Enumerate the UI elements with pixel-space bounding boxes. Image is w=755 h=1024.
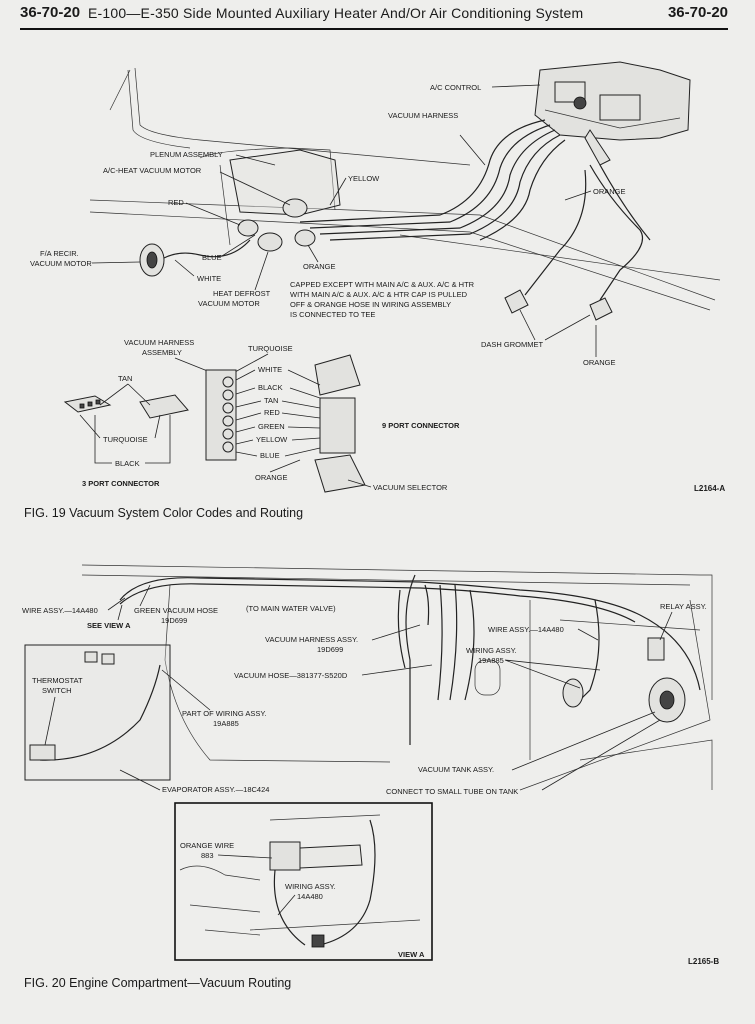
label-color-5: YELLOW [256, 435, 288, 444]
label-vacuum-harness-assembly: VACUUM HARNESS [388, 111, 459, 120]
label-color-0: WHITE [258, 365, 283, 374]
label-color-3: RED [264, 408, 280, 417]
vacuum-tank [563, 678, 685, 722]
label-vacuum-hose: VACUUM HOSE—381377-S520D [234, 671, 348, 680]
ac-control-unit [535, 62, 690, 165]
label-orange-mid: ORANGE [303, 262, 336, 271]
fig19-caption: FIG. 19 Vacuum System Color Codes and Routing [24, 506, 304, 520]
label-capped-note-3: OFF & ORANGE HOSE IN WIRING ASSEMBLY [290, 300, 452, 309]
label-3-port-connector: 3 PORT CONNECTOR [82, 479, 160, 488]
dash-grommet [505, 290, 612, 320]
label-vacuum-tank-assy: VACUUM TANK ASSY. [418, 765, 495, 774]
label-color-4: GREEN [258, 422, 285, 431]
label-vacuum-selector: VACUUM SELECTOR [373, 483, 448, 492]
label-green-vacuum-hose-1: GREEN VACUUM HOSE [134, 606, 219, 615]
label-vacuum-harness-2b: ASSEMBLY [142, 348, 182, 357]
label-ac-control: A/C CONTROL [430, 83, 482, 92]
label-color-1: BLACK [258, 383, 283, 392]
label-wiring-assy-view-1: WIRING ASSY. [285, 882, 336, 891]
plenum-assembly [230, 150, 340, 251]
label-orange-top: ORANGE [593, 187, 626, 196]
fig20-ref-code: L2165-B [688, 957, 720, 966]
label-wire-assy-right: WIRE ASSY.—14A480 [488, 625, 564, 634]
label-heat-defrost-2: VACUUM MOTOR [198, 299, 260, 308]
label-view-a: VIEW A [398, 950, 425, 959]
fig20-caption: FIG. 20 Engine Compartment—Vacuum Routing [24, 976, 292, 990]
label-red: RED [168, 198, 184, 207]
label-capped-note-1: CAPPED EXCEPT WITH MAIN A/C & AUX. A/C & HTR [290, 280, 475, 289]
view-a-inset [175, 803, 432, 960]
label-orange-wire-1: ORANGE WIRE [180, 841, 235, 850]
page-code-right: 36-70-20 [667, 4, 728, 21]
label-thermostat-1: THERMOSTAT [32, 676, 83, 685]
label-ac-heat-vacuum-motor: A/C-HEAT VACUUM MOTOR [103, 166, 202, 175]
relay-assembly [648, 638, 664, 660]
fa-recir-vacuum-motor [140, 240, 250, 276]
fig20-diagram [0, 520, 755, 970]
label-color-6: BLUE [260, 451, 280, 460]
label-color-2: TAN [264, 396, 279, 405]
fig20-harness-bundle [120, 575, 700, 745]
label-thermostat-2: SWITCH [42, 686, 72, 695]
label-orange-right: ORANGE [583, 358, 616, 367]
label-orange-wire-2: 883 [201, 851, 214, 860]
label-wiring-assy-right-1: WIRING ASSY. [466, 646, 517, 655]
label-evaporator-assy: EVAPORATOR ASSY.—18C424 [162, 785, 270, 794]
label-vacuum-harness-assy-2: 19D699 [317, 645, 344, 654]
label-tan: TAN [118, 374, 133, 383]
label-wiring-assy-view-2: 14A480 [297, 892, 323, 901]
label-connect-small-tube: CONNECT TO SMALL TUBE ON TANK [386, 787, 519, 796]
page-code-left: 36-70-20 [20, 4, 81, 21]
label-yellow: YELLOW [348, 174, 380, 183]
fig20-compartment-outline [82, 565, 712, 790]
label-capped-note-4: IS CONNECTED TO TEE [290, 310, 376, 319]
label-capped-note-2: WITH MAIN A/C & AUX. A/C & HTR CAP IS PULLED [290, 290, 467, 299]
label-wire-assy: WIRE ASSY.—14A480 [22, 606, 98, 615]
label-heat-defrost-1: HEAT DEFROST [213, 289, 271, 298]
label-fa-recir-1: F/A RECIR. [40, 249, 79, 258]
label-vacuum-harness-assy-1: VACUUM HARNESS ASSY. [265, 635, 359, 644]
label-plenum-assembly: PLENUM ASSEMBLY [150, 150, 223, 159]
page-title: E-100—E-350 Side Mounted Auxiliary Heater And/Or Air Conditioning System [88, 5, 584, 21]
label-see-view-a: SEE VIEW A [87, 621, 131, 630]
label-blue: BLUE [202, 253, 222, 262]
label-relay-assy: RELAY ASSY. [660, 602, 707, 611]
fig19-ref-code: L2164-A [694, 484, 726, 493]
label-wiring-assy-right-2: 19A885 [478, 656, 504, 665]
label-turquoise-bottom: TURQUOISE [103, 435, 148, 444]
label-turquoise-top: TURQUOISE [248, 344, 293, 353]
label-orange-bottom: ORANGE [255, 473, 288, 482]
label-dash-grommet: DASH GROMMET [481, 340, 544, 349]
label-vacuum-harness-2a: VACUUM HARNESS [124, 338, 195, 347]
label-to-main-water-valve: (TO MAIN WATER VALVE) [246, 604, 336, 613]
fig19-connector-detail [65, 338, 460, 492]
label-green-vacuum-hose-2: 19D699 [161, 616, 188, 625]
label-part-of-wiring-1: PART OF WIRING ASSY. [182, 709, 267, 718]
label-9-port-connector: 9 PORT CONNECTOR [382, 421, 460, 430]
label-black: BLACK [115, 459, 140, 468]
label-part-of-wiring-2: 19A885 [213, 719, 239, 728]
fig19-diagram [0, 0, 755, 500]
label-fa-recir-2: VACUUM MOTOR [30, 259, 92, 268]
thermostat-panel [25, 645, 170, 780]
fig19-labels [30, 83, 626, 367]
label-white: WHITE [197, 274, 222, 283]
